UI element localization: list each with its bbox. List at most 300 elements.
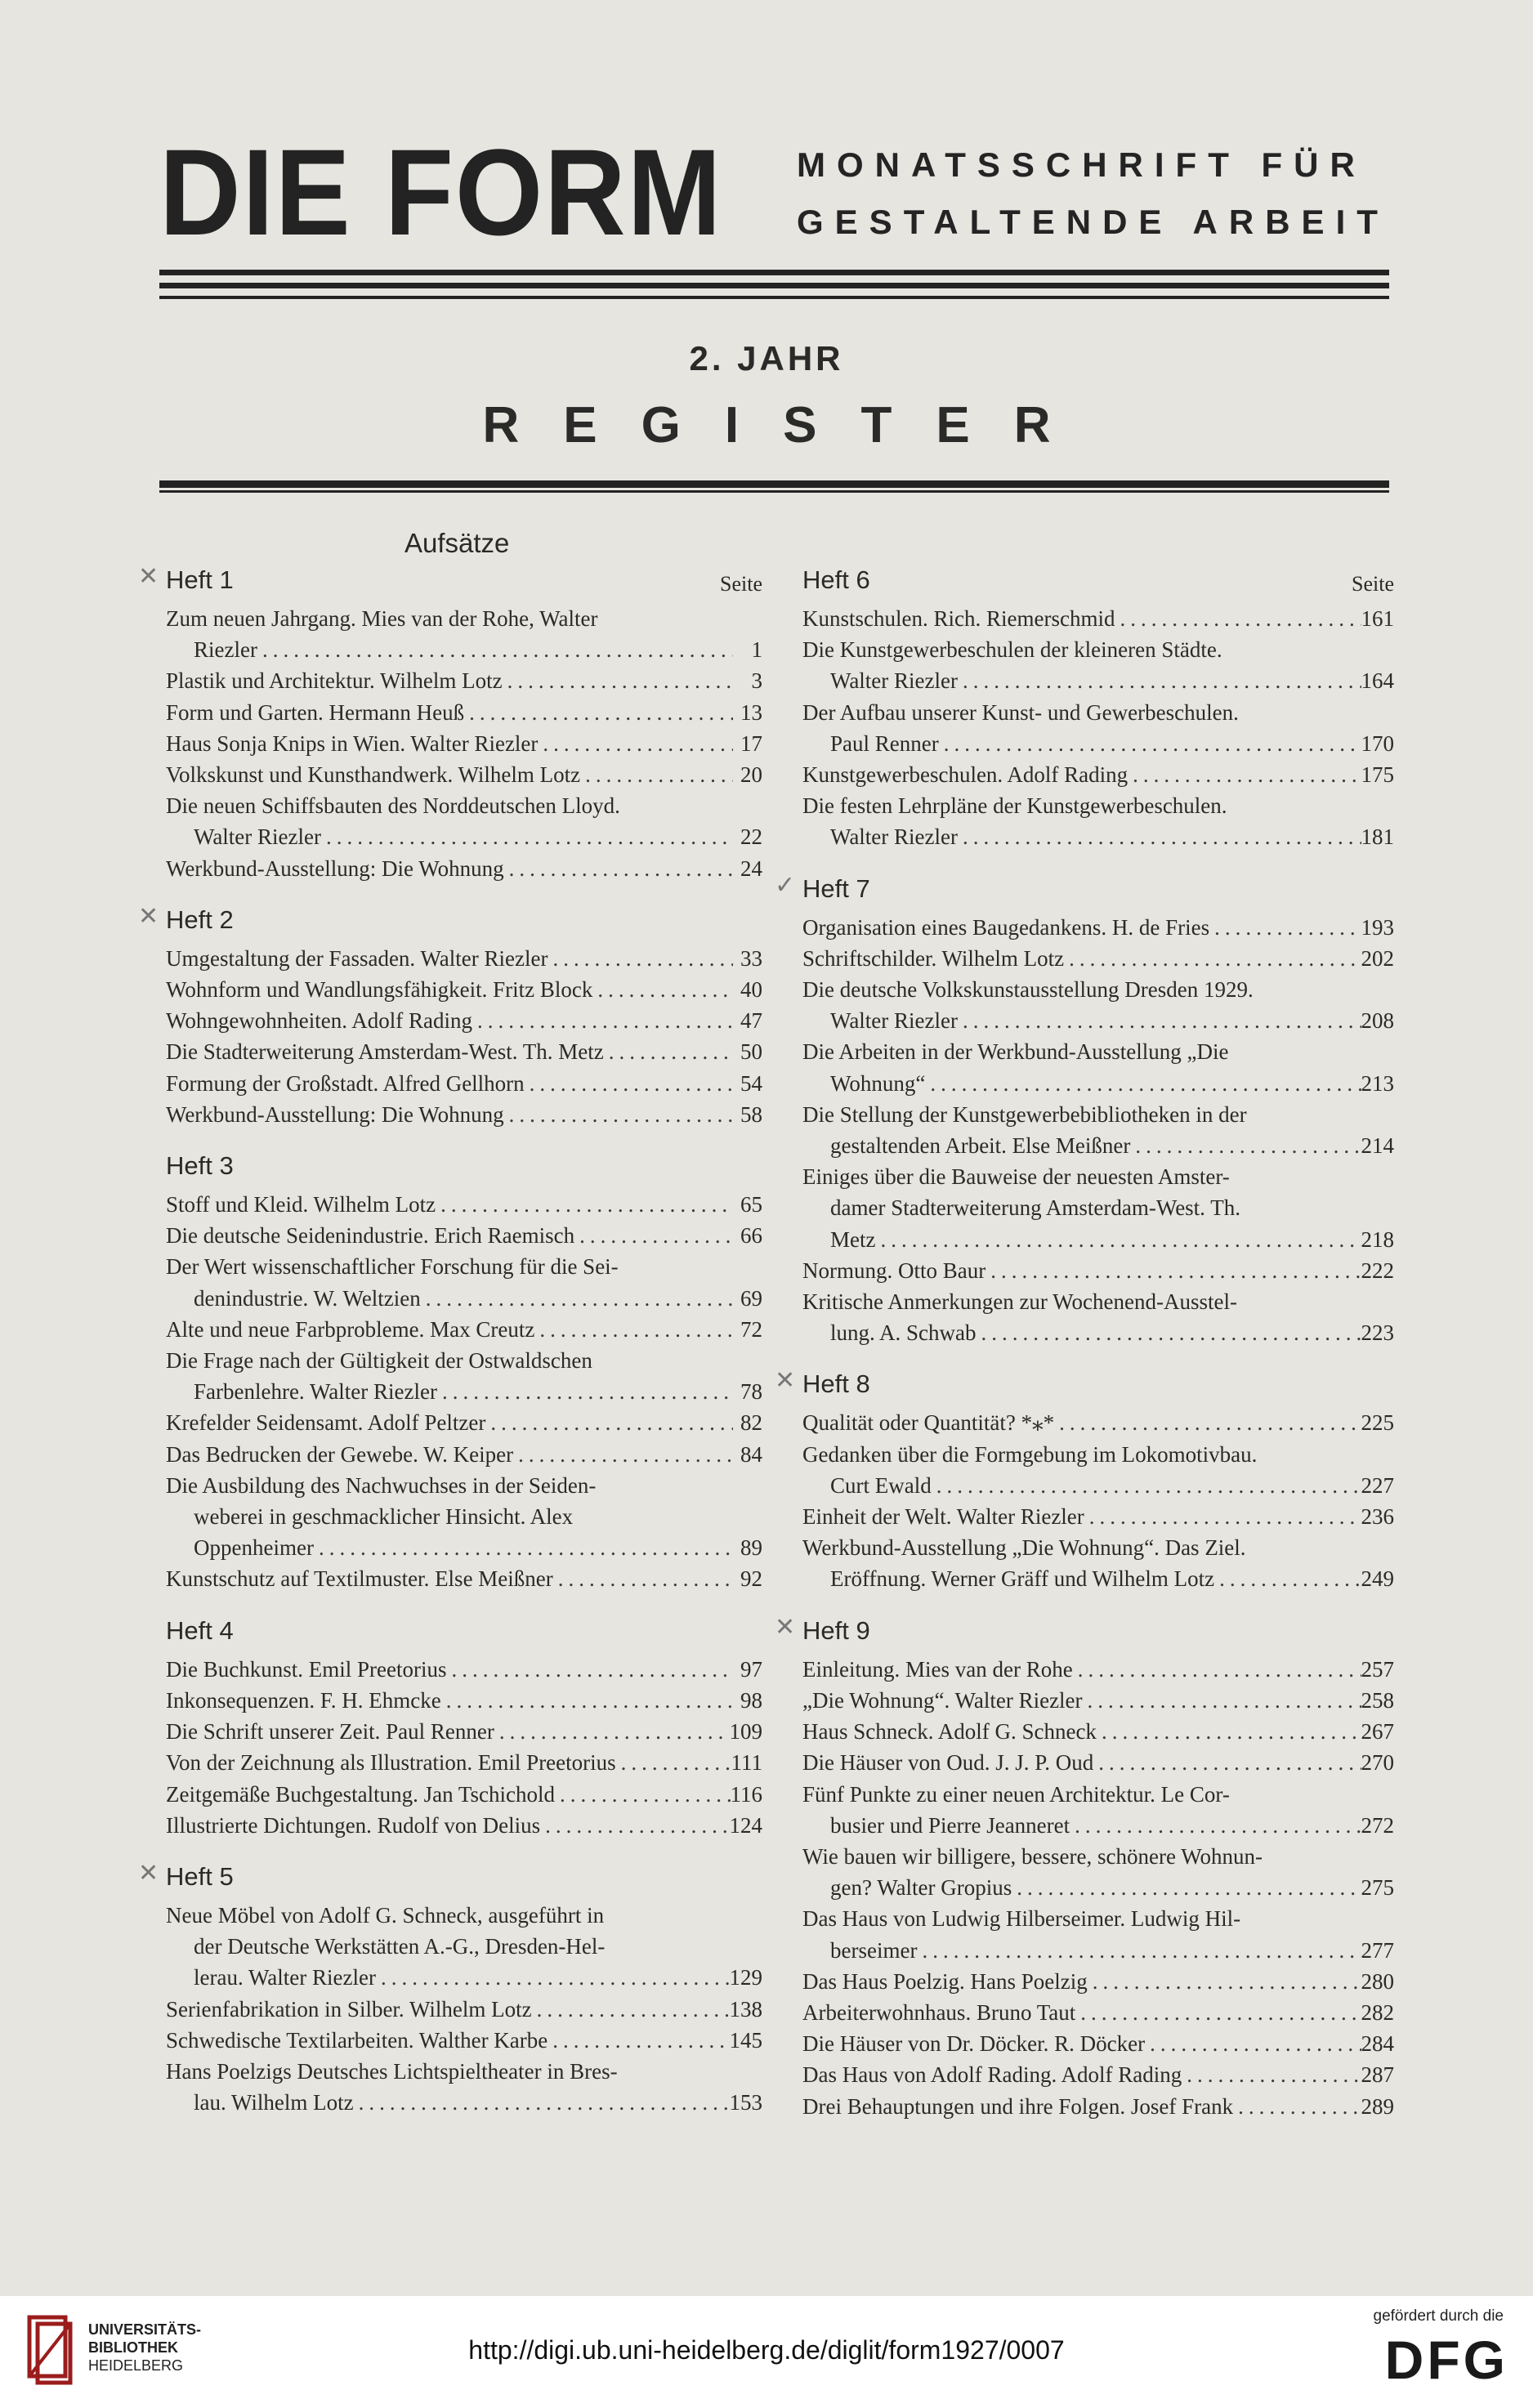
entry-line-final	[166, 665, 762, 696]
entry-line-final	[166, 1563, 762, 1594]
entry-line	[166, 1251, 762, 1282]
entry-text: Walter Riezler	[830, 668, 958, 694]
entry-line	[802, 1903, 1394, 1934]
entry-text: Krefelder Seidensamt. Adolf Peltzer	[166, 1410, 486, 1436]
dot-leader	[494, 1716, 730, 1747]
register-entry	[166, 665, 762, 696]
entry-line-final	[802, 1224, 1394, 1255]
dot-leader	[958, 665, 1361, 696]
entry-line	[166, 1345, 762, 1376]
page-number: 258	[1361, 1687, 1394, 1713]
entry-line-final	[802, 1654, 1394, 1685]
dot-leader	[376, 1962, 730, 1993]
page-number: 145	[729, 2027, 762, 2053]
entry-text: Die Buchkunst. Emil Preetorius	[166, 1656, 447, 1682]
entry-text: Das Haus Poelzig. Hans Poelzig	[802, 1968, 1088, 1994]
register-entry	[166, 1563, 762, 1594]
entry-text: Die Stadterweiterung Amsterdam-West. Th. Metz	[166, 1039, 604, 1065]
dot-leader	[1012, 1872, 1361, 1903]
register-entry	[166, 1654, 762, 1685]
entry-line-final	[802, 1005, 1394, 1036]
left-column	[138, 563, 762, 2118]
entry-line	[802, 697, 1394, 728]
page-number: 138	[729, 1996, 762, 2022]
entry-text: Paul Renner	[830, 730, 939, 756]
entry-text: Drei Behauptungen und ihre Folgen. Josef Frank	[802, 2093, 1234, 2119]
page-number: 40	[740, 977, 762, 1003]
register-entry	[166, 1810, 762, 1841]
dot-leader	[472, 1005, 733, 1036]
register-entry	[802, 1407, 1394, 1438]
entry-line-final	[166, 1376, 762, 1407]
page-number: 270	[1361, 1750, 1394, 1776]
header-rule-middle	[159, 283, 1389, 288]
page-number: 20	[740, 762, 762, 788]
dot-leader	[421, 1283, 733, 1314]
entry-line-final	[166, 853, 762, 884]
heft-label: Heft 8	[802, 1369, 870, 1399]
register-entry	[166, 728, 762, 759]
entry-line-final	[802, 1966, 1394, 1997]
register-entry	[166, 1099, 762, 1130]
pencil-mark: ✕	[775, 1367, 796, 1395]
entry-text: Neue Möbel von Adolf G. Schneck, ausgeführt in	[166, 1902, 605, 1928]
entry-text: der Deutsche Werkstätten A.-G., Dresden-Hel-	[194, 1934, 606, 1959]
dot-leader	[503, 665, 733, 696]
entry-text: Die festen Lehrpläne der Kunstgewerbeschulen.	[802, 793, 1227, 819]
dot-leader	[1214, 1563, 1361, 1594]
heft-heading	[775, 871, 1394, 907]
entry-line	[802, 974, 1394, 1005]
dot-leader	[525, 1068, 733, 1099]
page-number: 66	[740, 1223, 762, 1249]
register-entry	[802, 1841, 1394, 1903]
register-entry	[166, 974, 762, 1005]
entry-line	[802, 1779, 1394, 1810]
register-entry	[166, 2025, 762, 2056]
entry-line	[166, 1900, 762, 1931]
library-name-line1: UNIVERSITÄTS-	[88, 2321, 202, 2338]
entry-text: Form und Garten. Hermann Heuß	[166, 699, 465, 725]
dot-leader	[1128, 759, 1361, 790]
entry-line	[802, 1099, 1394, 1130]
entry-text: denindustrie. W. Weltzien	[194, 1285, 421, 1311]
dot-leader	[1093, 1747, 1361, 1778]
page-number: 24	[740, 856, 762, 881]
entry-text: Die Kunstgewerbeschulen der kleineren Städte.	[802, 637, 1222, 663]
heft-heading	[775, 1613, 1394, 1649]
funded-by-label: gefördert durch die	[1373, 2307, 1504, 2325]
seite-label: Seite	[1352, 572, 1394, 596]
dot-leader	[446, 1654, 733, 1685]
entry-line-final	[166, 1220, 762, 1251]
heft-heading	[138, 902, 762, 938]
register-entry	[166, 790, 762, 852]
entry-text: gestaltenden Arbeit. Else Meißner	[830, 1133, 1131, 1159]
entry-text: Die Schrift unserer Zeit. Paul Renner	[166, 1719, 494, 1745]
register-entry	[802, 974, 1394, 1036]
entry-line-final	[166, 2025, 762, 2056]
heft-heading	[166, 1151, 762, 1184]
dot-leader	[616, 1747, 731, 1778]
entry-line-final	[802, 1130, 1394, 1161]
library-name-line3: HEIDELBERG	[88, 2357, 184, 2374]
entry-text: Walter Riezler	[194, 824, 321, 850]
journal-subtitle-line1: MONATSSCHRIFT FÜR	[797, 145, 1366, 184]
register-heading: REGISTER	[482, 397, 1095, 453]
dot-leader	[917, 1935, 1361, 1966]
dot-leader	[548, 943, 733, 974]
register-entry	[802, 1161, 1394, 1255]
entry-line-final	[802, 1716, 1394, 1747]
page-number: 13	[740, 699, 762, 725]
entry-line-final	[166, 1439, 762, 1470]
entry-line-final	[166, 974, 762, 1005]
register-entry	[166, 1439, 762, 1470]
right-column	[775, 565, 1394, 2122]
page-number: 222	[1361, 1258, 1394, 1283]
register-entry	[166, 1407, 762, 1438]
dot-leader	[1115, 603, 1361, 634]
entry-text: damer Stadterweiterung Amsterdam-West. Th.	[830, 1195, 1240, 1221]
dot-leader	[553, 1563, 733, 1594]
page-number: 161	[1361, 606, 1394, 631]
entry-line-final	[166, 1099, 762, 1130]
entry-text: Kritische Anmerkungen zur Wochenend-Ausstel-	[802, 1289, 1237, 1315]
entry-line-final	[802, 665, 1394, 696]
page-number: 109	[729, 1719, 762, 1745]
register-entry	[166, 1994, 762, 2025]
register-entry	[802, 1779, 1394, 1841]
pencil-mark: ✕	[775, 1613, 796, 1641]
entry-line-final	[166, 1314, 762, 1345]
dot-leader	[464, 697, 733, 728]
register-entry	[802, 1255, 1394, 1286]
dot-leader	[354, 2087, 730, 2118]
entry-text: weberei in geschmacklicher Hinsicht. Alex	[194, 1504, 574, 1530]
page-number: 275	[1361, 1875, 1394, 1901]
entry-text: lerau. Walter Riezler	[194, 1965, 376, 1990]
register-entry	[802, 1532, 1394, 1594]
entry-text: busier und Pierre Jeanneret	[830, 1812, 1070, 1838]
dot-leader	[441, 1685, 733, 1716]
entry-text: Zum neuen Jahrgang. Mies van der Rohe, Walter	[166, 606, 598, 631]
dot-leader	[1054, 1407, 1361, 1438]
entry-line-final	[802, 1747, 1394, 1778]
register-entry	[802, 1036, 1394, 1098]
dot-leader	[437, 1376, 733, 1407]
entry-line	[802, 1439, 1394, 1470]
entry-text: Die Arbeiten in der Werkbund-Ausstellung „Die	[802, 1039, 1229, 1065]
entry-text: Alte und neue Farbprobleme. Max Creutz	[166, 1316, 535, 1342]
page-number: 22	[740, 824, 762, 850]
entry-text: Volkskunst und Kunsthandwerk. Wilhelm Lotz	[166, 762, 581, 788]
entry-line-final	[166, 821, 762, 852]
page-number: 164	[1361, 668, 1394, 694]
page-number: 54	[740, 1070, 762, 1096]
entry-line-final	[802, 1810, 1394, 1841]
entry-text: Wie bauen wir billigere, bessere, schönere Wohnun-	[802, 1843, 1263, 1869]
entry-text: Einiges über die Bauweise der neuesten Amster-	[802, 1164, 1230, 1190]
page-number: 170	[1361, 730, 1394, 756]
entry-line	[166, 1931, 762, 1962]
dot-leader	[555, 1779, 731, 1810]
entry-line-final	[166, 943, 762, 974]
entry-text: Zeitgemäße Buchgestaltung. Jan Tschichold	[166, 1781, 555, 1807]
entry-line-final	[166, 634, 762, 665]
entry-line-final	[802, 1068, 1394, 1099]
heft-label: Heft 3	[166, 1151, 234, 1181]
entry-line-final	[802, 728, 1394, 759]
entry-text: Illustrierte Dichtungen. Rudolf von Delius	[166, 1812, 541, 1838]
dot-leader	[1070, 1810, 1361, 1841]
pencil-mark: ✓	[775, 871, 796, 899]
entry-text: berseimer	[830, 1937, 918, 1963]
footer-bar	[0, 2296, 1533, 2408]
page-number: 97	[740, 1656, 762, 1682]
dot-leader	[1097, 1716, 1361, 1747]
heft-gap	[802, 1348, 1394, 1369]
entry-text: Werkbund-Ausstellung: Die Wohnung	[166, 1101, 504, 1127]
page-number: 236	[1361, 1504, 1394, 1530]
entry-text: Kunstgewerbeschulen. Adolf Rading	[802, 762, 1129, 788]
entry-text: gen? Walter Gropius	[830, 1875, 1012, 1901]
register-entry	[166, 1314, 762, 1345]
entry-text: Die deutsche Volkskunstausstellung Dresden 1929.	[802, 977, 1254, 1003]
entry-text: Die Stellung der Kunstgewerbebibliotheken in der	[802, 1101, 1247, 1127]
entry-text: Hans Poelzigs Deutsches Lichtspieltheater in Bres-	[166, 2058, 618, 2084]
entry-text: Der Aufbau unserer Kunst- und Gewerbeschulen.	[802, 699, 1239, 725]
register-entry	[802, 759, 1394, 790]
entry-text: Die Häuser von Dr. Döcker. R. Döcker	[802, 2031, 1146, 2057]
dot-leader	[1209, 912, 1361, 943]
register-entry	[166, 1036, 762, 1067]
library-name-line2: BIBLIOTHEK	[88, 2339, 178, 2356]
entry-text: Von der Zeichnung als Illustration. Emil Preetorius	[166, 1750, 616, 1776]
entry-text: Riezler	[194, 637, 257, 663]
dot-leader	[1130, 1130, 1361, 1161]
entry-text: Die neuen Schiffsbauten des Norddeutschen Lloyd.	[166, 793, 620, 819]
register-entry	[802, 603, 1394, 634]
entry-text: Die Ausbildung des Nachwuchses in der Seiden-	[166, 1472, 597, 1498]
entry-text: Eröffnung. Werner Gräff und Wilhelm Lotz	[830, 1566, 1215, 1592]
dot-leader	[977, 1317, 1361, 1348]
register-entry	[802, 2028, 1394, 2059]
dot-leader	[1233, 2091, 1361, 2122]
heft-gap	[802, 1595, 1394, 1616]
register-entry	[166, 1747, 762, 1778]
page-number: 257	[1361, 1656, 1394, 1682]
page-number: 65	[740, 1192, 762, 1217]
register-entry	[802, 1966, 1394, 1997]
page-number: 89	[740, 1535, 762, 1561]
entry-line-final	[802, 2028, 1394, 2059]
register-entry	[802, 634, 1394, 696]
heft-label: Heft 4	[166, 1615, 234, 1645]
dot-leader	[875, 1224, 1361, 1255]
entry-line	[802, 1841, 1394, 1872]
dot-leader	[604, 1036, 733, 1067]
entry-text: Das Haus von Adolf Rading. Adolf Rading	[802, 2062, 1182, 2088]
entry-line-final	[166, 697, 762, 728]
dot-leader	[321, 821, 733, 852]
page-number: 277	[1361, 1937, 1394, 1963]
entry-line-final	[166, 1407, 762, 1438]
dot-leader	[592, 974, 733, 1005]
entry-line	[802, 634, 1394, 665]
entry-text: Gedanken über die Formgebung im Lokomotivbau.	[802, 1441, 1258, 1467]
page-number: 214	[1361, 1133, 1394, 1159]
pencil-mark: ✕	[138, 1859, 159, 1887]
dot-leader	[925, 1068, 1361, 1099]
register-entry	[802, 1439, 1394, 1501]
entry-text: Das Haus von Ludwig Hilberseimer. Ludwig Hil-	[802, 1906, 1241, 1932]
entry-line	[802, 1192, 1394, 1223]
dot-leader	[548, 2025, 729, 2056]
entry-text: Haus Schneck. Adolf G. Schneck	[802, 1719, 1097, 1745]
page-number: 111	[731, 1750, 762, 1776]
dot-leader	[485, 1407, 733, 1438]
entry-line-final	[802, 1935, 1394, 1966]
register-entry	[802, 2091, 1394, 2122]
entry-line-final	[166, 1685, 762, 1716]
entry-line	[166, 1470, 762, 1501]
entry-line-final	[166, 1068, 762, 1099]
page-number: 116	[730, 1781, 762, 1807]
entry-text: Die Frage nach der Gültigkeit der Ostwaldschen	[166, 1348, 592, 1374]
page-number: 78	[740, 1379, 762, 1405]
entry-text: Inkonsequenzen. F. H. Ehmcke	[166, 1687, 441, 1713]
entry-text: Arbeiterwohnhaus. Bruno Taut	[802, 1999, 1076, 2025]
entry-text: Curt Ewald	[830, 1472, 932, 1498]
dot-leader	[1073, 1654, 1361, 1685]
register-entry	[802, 697, 1394, 759]
entry-line-final	[802, 1255, 1394, 1286]
page-number: 84	[740, 1441, 762, 1467]
register-entry	[802, 790, 1394, 852]
section-heading: Aufsätze	[404, 528, 510, 558]
heft-gap	[166, 1841, 762, 1862]
page-number: 202	[1361, 945, 1394, 971]
source-url-link[interactable]: http://digi.ub.uni-heidelberg.de/diglit/form1927/0007	[468, 2335, 1065, 2365]
register-entry	[802, 912, 1394, 943]
page-number: 175	[1361, 762, 1394, 788]
page-number: 223	[1361, 1320, 1394, 1346]
entry-text: Wohnform und Wandlungsfähigkeit. Fritz Block	[166, 977, 593, 1003]
heft-label: Heft 1	[166, 565, 234, 594]
register-entry	[166, 697, 762, 728]
register-entry	[166, 1068, 762, 1099]
dot-leader	[1182, 2059, 1361, 2090]
entry-text: Umgestaltung der Fassaden. Walter Riezler	[166, 945, 548, 971]
page-number: 181	[1361, 824, 1394, 850]
entry-line	[802, 1286, 1394, 1317]
entry-line-final	[802, 759, 1394, 790]
entry-text: Haus Sonja Knips in Wien. Walter Riezler	[166, 730, 539, 756]
register-entry	[166, 759, 762, 790]
entry-text: Fünf Punkte zu einer neuen Architektur. Le Cor-	[802, 1781, 1230, 1807]
pencil-mark: ✕	[138, 902, 159, 930]
page-number: 249	[1361, 1566, 1394, 1592]
page-number: 33	[740, 945, 762, 971]
entry-text: Werkbund-Ausstellung: Die Wohnung	[166, 856, 504, 881]
entry-text: Wohngewohnheiten. Adolf Rading	[166, 1008, 473, 1034]
heft-heading	[138, 1859, 762, 1895]
heft-heading	[138, 563, 762, 598]
dot-leader	[574, 1220, 733, 1251]
heft-label: Heft 6	[802, 565, 870, 594]
header-rule-bottom	[159, 296, 1389, 299]
entry-line	[166, 1501, 762, 1532]
entry-line-final	[166, 1283, 762, 1314]
heft-gap	[166, 884, 762, 905]
entry-text: Walter Riezler	[830, 824, 958, 850]
register-entry	[166, 1779, 762, 1810]
entry-text: Normung. Otto Baur	[802, 1258, 986, 1283]
page-number: 227	[1361, 1472, 1394, 1498]
entry-line-final	[802, 2059, 1394, 2090]
entry-line-final	[166, 1962, 762, 1993]
register-entry	[166, 943, 762, 974]
heft-heading	[802, 565, 1394, 598]
entry-text: Die deutsche Seidenindustrie. Erich Raemisch	[166, 1223, 575, 1249]
register-entry	[802, 1286, 1394, 1348]
heft-label: Heft 2	[166, 905, 234, 934]
journal-subtitle-line2: GESTALTENDE ARBEIT	[797, 203, 1389, 241]
entry-line-final	[802, 1997, 1394, 2028]
entry-text: Kunstschulen. Rich. Riemerschmid	[802, 606, 1115, 631]
dot-leader	[504, 1099, 733, 1130]
register-entry	[802, 1747, 1394, 1778]
entry-text: Das Bedrucken der Gewebe. W. Keiper	[166, 1441, 514, 1467]
entry-line-final	[166, 1005, 762, 1036]
entry-text: Walter Riezler	[830, 1008, 958, 1034]
entry-text: „Die Wohnung“. Walter Riezler	[802, 1687, 1083, 1713]
dot-leader	[1084, 1501, 1361, 1532]
entry-line-final	[166, 1189, 762, 1220]
entry-line-final	[166, 1532, 762, 1563]
entry-text: lau. Wilhelm Lotz	[194, 2090, 354, 2115]
entry-text: Die Häuser von Oud. J. J. P. Oud	[802, 1750, 1094, 1776]
register-entry	[166, 1251, 762, 1313]
volume-year: 2. JAHR	[689, 339, 844, 378]
entry-line-final	[802, 1407, 1394, 1438]
page-number: 218	[1361, 1226, 1394, 1252]
header-rule-top	[159, 270, 1389, 275]
page-number: 17	[740, 730, 762, 756]
entry-text: Stoff und Kleid. Wilhelm Lotz	[166, 1192, 436, 1217]
seite-label: Seite	[720, 572, 762, 596]
page-number: 72	[740, 1316, 762, 1342]
entry-line-final	[166, 2087, 762, 2118]
entry-line-final	[802, 603, 1394, 634]
entry-text: Organisation eines Baugedankens. H. de Fries	[802, 914, 1210, 940]
entry-line-final	[802, 2091, 1394, 2122]
heft-heading	[775, 1367, 1394, 1402]
dot-leader	[1083, 1685, 1361, 1716]
dot-leader	[1145, 2028, 1361, 2059]
heft-label: Heft 5	[166, 1861, 234, 1891]
dot-leader	[532, 1994, 730, 2025]
dot-leader	[958, 821, 1361, 852]
dot-leader	[939, 728, 1361, 759]
page-number: 50	[740, 1039, 762, 1065]
entry-line-final	[166, 1747, 762, 1778]
entry-text: lung. A. Schwab	[830, 1320, 977, 1346]
entry-line-final	[166, 1716, 762, 1747]
page-number: 69	[740, 1285, 762, 1311]
entry-line-final	[802, 821, 1394, 852]
